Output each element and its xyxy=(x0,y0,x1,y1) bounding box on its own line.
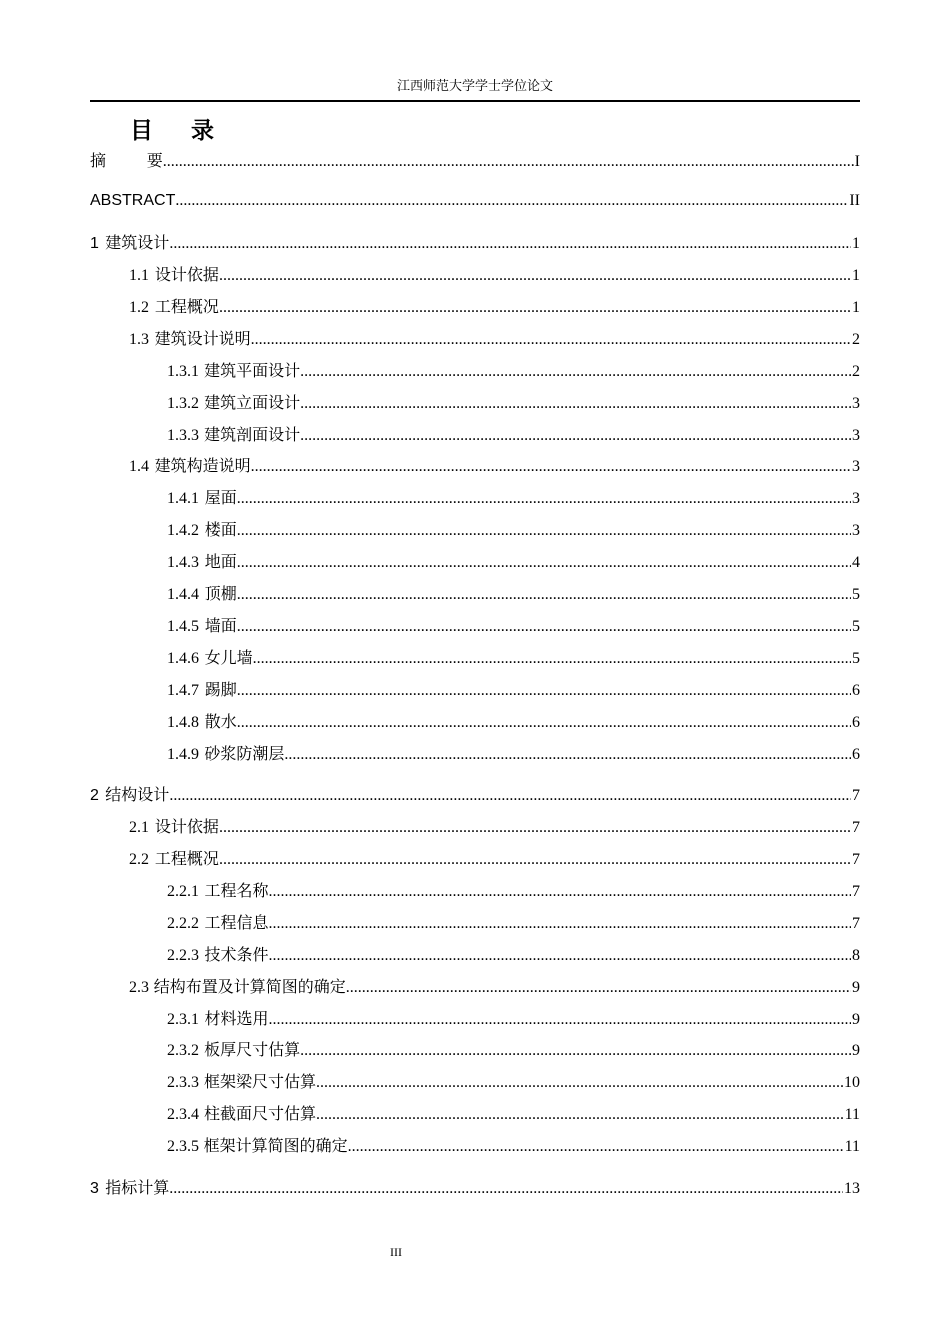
toc-entry[interactable] xyxy=(167,614,860,638)
toc-dot-leader xyxy=(237,487,851,511)
toc-entry-title: 建筑构造说明 xyxy=(154,456,251,475)
toc-entry-page: 7 xyxy=(852,787,860,804)
toc-dot-leader xyxy=(300,360,851,384)
toc-entry-title: 材料选用 xyxy=(204,1009,269,1028)
toc-dot-leader xyxy=(169,1177,843,1201)
toc-entry[interactable] xyxy=(90,783,860,807)
toc-entry-title: 楼面 xyxy=(204,520,237,539)
toc-entry[interactable] xyxy=(167,879,860,903)
toc-entry-title: 工程概况 xyxy=(154,297,219,316)
toc-entry-page: 7 xyxy=(852,819,860,836)
toc-entry[interactable] xyxy=(129,295,860,319)
toc-entry-page: 9 xyxy=(852,1011,860,1028)
toc-entry-page: 11 xyxy=(844,1106,860,1123)
toc-entry-number: 1.4.3 xyxy=(167,554,199,571)
toc-entry[interactable] xyxy=(129,815,860,839)
toc-entry-page: 6 xyxy=(852,714,860,731)
toc-entry-title: 建筑平面设计 xyxy=(204,361,301,380)
toc-entry-title: 指标计算 xyxy=(105,1178,170,1197)
toc-entry-page: 2 xyxy=(852,331,860,348)
toc-entry-number: 1.4.8 xyxy=(167,714,199,731)
toc-entry-title: 结构设计 xyxy=(105,785,170,804)
toc-entry-number: 2.2.1 xyxy=(167,883,199,900)
toc-entry-number: 1.4.7 xyxy=(167,682,199,699)
toc-entry-page: 13 xyxy=(844,1180,860,1197)
toc-entry[interactable] xyxy=(167,646,860,670)
toc-dot-leader xyxy=(237,519,851,543)
toc-dot-leader xyxy=(237,711,851,735)
toc-dot-leader xyxy=(251,455,851,479)
toc-entry-title: 建筑设计 xyxy=(105,233,170,252)
toc-dot-leader xyxy=(316,1071,843,1095)
toc-entry-page: 2 xyxy=(852,363,860,380)
toc-entry-title: 屋面 xyxy=(204,488,237,507)
toc-entry-number: 1.4.2 xyxy=(167,522,199,539)
header-rule xyxy=(90,100,860,102)
toc-entry-title: 建筑剖面设计 xyxy=(204,425,301,444)
toc-entry-title: 墙面 xyxy=(204,616,237,635)
toc-dot-leader xyxy=(175,189,848,213)
toc-entry[interactable] xyxy=(167,486,860,510)
toc-dot-leader xyxy=(300,392,851,416)
toc-entry-title: 框架计算简图的确定 xyxy=(203,1136,348,1155)
toc-entry[interactable] xyxy=(167,742,860,766)
toc-entry-number: 1 xyxy=(90,235,99,252)
toc-entry[interactable] xyxy=(167,1038,860,1062)
toc-dot-leader xyxy=(268,1008,851,1032)
toc-dot-leader xyxy=(284,743,851,767)
toc-entry[interactable] xyxy=(90,231,860,255)
toc-dot-leader xyxy=(163,150,854,174)
toc-entry-number: 3 xyxy=(90,1180,99,1197)
toc-entry-page: 1 xyxy=(852,267,860,284)
toc-entry-number: 1.4.6 xyxy=(167,650,199,667)
toc-entry-number: 2.3 xyxy=(129,979,149,996)
toc-entry-page: 6 xyxy=(852,746,860,763)
toc-entry[interactable] xyxy=(90,189,860,213)
toc-dot-leader xyxy=(169,784,851,808)
toc-entry-title: 散水 xyxy=(204,712,237,731)
toc-entry-page: 9 xyxy=(852,1042,860,1059)
toc-entry-page: 3 xyxy=(852,427,860,444)
page-header: 江西师范大学学士学位论文 xyxy=(396,79,553,94)
toc-entry-number: 1.4 xyxy=(129,458,149,475)
toc-entry-number: 1.4.9 xyxy=(167,746,199,763)
toc-dot-leader xyxy=(346,976,851,1000)
toc-entry-number: 2 xyxy=(90,787,99,804)
toc-entry-page: 11 xyxy=(844,1138,860,1155)
toc-entry[interactable] xyxy=(167,550,860,574)
toc-dot-leader xyxy=(300,424,851,448)
toc-entry[interactable] xyxy=(167,391,860,415)
toc-entry-page: 10 xyxy=(844,1074,860,1091)
toc-dot-leader xyxy=(169,232,851,256)
toc-entry[interactable] xyxy=(90,149,860,173)
toc-entry-title: 砂浆防潮层 xyxy=(204,744,285,763)
toc-entry-number: 1.3 xyxy=(129,331,149,348)
toc-entry-page: 4 xyxy=(852,554,860,571)
toc-entry-number: 1.1 xyxy=(129,267,149,284)
toc-entry-title: 顶棚 xyxy=(204,584,237,603)
toc-entry-number: 2.3.4 xyxy=(167,1106,199,1123)
toc-entry-number: 1.2 xyxy=(129,299,149,316)
toc-entry-title: 女儿墙 xyxy=(204,648,253,667)
toc-entry-page: 5 xyxy=(852,650,860,667)
toc-dot-leader xyxy=(219,264,851,288)
toc-entry-page: 8 xyxy=(852,947,860,964)
toc-entry-page: II xyxy=(849,192,860,209)
toc-entry-page: 5 xyxy=(852,586,860,603)
toc-dot-leader xyxy=(237,551,851,575)
toc-entry-title: 建筑立面设计 xyxy=(204,393,301,412)
toc-dot-leader xyxy=(316,1103,844,1127)
toc-dot-leader xyxy=(251,328,851,352)
toc-entry-title: 地面 xyxy=(204,552,237,571)
toc-dot-leader xyxy=(300,1039,851,1063)
toc-entry-page: 6 xyxy=(852,682,860,699)
toc-entry[interactable] xyxy=(167,1007,860,1031)
toc-entry-page: 7 xyxy=(852,915,860,932)
toc-dot-leader xyxy=(237,679,851,703)
toc-entry-page: 9 xyxy=(852,979,860,996)
toc-entry[interactable] xyxy=(129,847,860,871)
toc-entry[interactable] xyxy=(167,911,860,935)
toc-title: 目录 xyxy=(130,118,252,144)
toc-entry[interactable] xyxy=(167,678,860,702)
toc-entry[interactable] xyxy=(167,359,860,383)
toc-dot-leader xyxy=(268,880,851,904)
toc-entry-title: 结构布置及计算简图的确定 xyxy=(153,977,346,996)
toc-dot-leader xyxy=(268,944,851,968)
toc-entry-number: 1.4.4 xyxy=(167,586,199,603)
toc-entry-page: 3 xyxy=(852,522,860,539)
toc-entry-title: 柱截面尺寸估算 xyxy=(203,1104,316,1123)
toc-entry-number: 2.1 xyxy=(129,819,149,836)
toc-entry-number: 2.3.1 xyxy=(167,1011,199,1028)
toc-entry-title: ABSTRACT xyxy=(90,192,176,209)
toc-entry-number: 2.3.3 xyxy=(167,1074,199,1091)
toc-entry-number: 2.2.3 xyxy=(167,947,199,964)
toc-entry-page: 7 xyxy=(852,851,860,868)
toc-entry-page: 3 xyxy=(852,395,860,412)
toc-entry[interactable] xyxy=(167,582,860,606)
toc-entry-number: 1.3.1 xyxy=(167,363,199,380)
toc-entry-page: 1 xyxy=(852,235,860,252)
toc-entry-number: 2.2.2 xyxy=(167,915,199,932)
toc-entry[interactable] xyxy=(129,975,860,999)
toc-dot-leader xyxy=(237,615,851,639)
toc-dot-leader xyxy=(237,583,851,607)
toc-entry-title: 设计依据 xyxy=(154,265,219,284)
toc-entry[interactable] xyxy=(129,327,860,351)
toc-dot-leader xyxy=(348,1135,844,1159)
toc-entry-title: 板厚尺寸估算 xyxy=(204,1040,301,1059)
toc-entry-page: 7 xyxy=(852,883,860,900)
toc-dot-leader xyxy=(219,848,851,872)
toc-entry-title: 框架梁尺寸估算 xyxy=(203,1072,316,1091)
toc-entry-number: 2.3.5 xyxy=(167,1138,199,1155)
toc-dot-leader xyxy=(219,296,851,320)
toc-entry[interactable] xyxy=(167,423,860,447)
toc-entry-title: 技术条件 xyxy=(204,945,269,964)
toc-entry-number: 2.3.2 xyxy=(167,1042,199,1059)
toc-entry[interactable] xyxy=(129,263,860,287)
toc-entry-page: 3 xyxy=(852,458,860,475)
toc-dot-leader xyxy=(219,816,851,840)
toc-entry[interactable] xyxy=(167,1134,860,1158)
toc-entry[interactable] xyxy=(167,1102,860,1126)
toc-entry-title: 工程名称 xyxy=(204,881,269,900)
toc-entry-number: 1.3.3 xyxy=(167,427,199,444)
toc-entry-page: 5 xyxy=(852,618,860,635)
toc-entry-page: 3 xyxy=(852,490,860,507)
toc-entry-page: 1 xyxy=(852,299,860,316)
toc-entry-title: 建筑设计说明 xyxy=(154,329,251,348)
toc-entry-number: 1.3.2 xyxy=(167,395,199,412)
toc-entry[interactable] xyxy=(167,943,860,967)
toc-entry-number: 2.2 xyxy=(129,851,149,868)
toc-dot-leader xyxy=(268,912,851,936)
toc-entry-number: 1.4.1 xyxy=(167,490,199,507)
toc-entry[interactable] xyxy=(167,1070,860,1094)
toc-entry-number: 1.4.5 xyxy=(167,618,199,635)
toc-entry-title: 踢脚 xyxy=(204,680,237,699)
toc-entry-title: 摘 要 xyxy=(90,151,163,170)
toc-entry-title: 工程概况 xyxy=(154,849,219,868)
toc-entry[interactable] xyxy=(90,1176,860,1200)
toc-entry[interactable] xyxy=(167,710,860,734)
toc-entry-title: 工程信息 xyxy=(204,913,269,932)
toc-entry-page: I xyxy=(854,153,860,170)
toc-dot-leader xyxy=(253,647,851,671)
toc-entry-title: 设计依据 xyxy=(154,817,219,836)
toc-entry[interactable] xyxy=(129,454,860,478)
toc-entry[interactable] xyxy=(167,518,860,542)
page-number: III xyxy=(390,1245,402,1259)
